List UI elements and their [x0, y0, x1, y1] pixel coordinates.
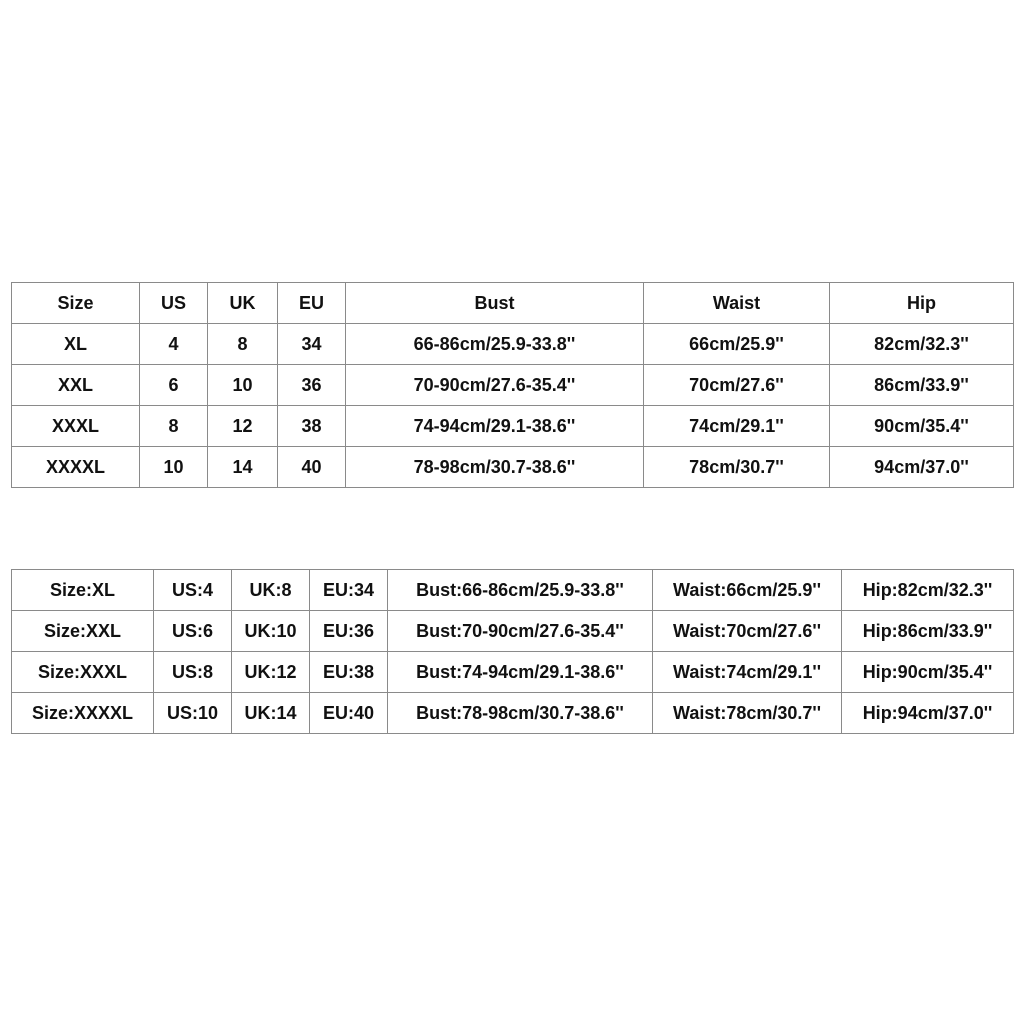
cell-uk: UK:14: [232, 693, 310, 734]
cell-waist: 66cm/25.9'': [644, 324, 830, 365]
cell-eu: 36: [278, 365, 346, 406]
cell-us: 10: [140, 447, 208, 488]
cell-hip: Hip:90cm/35.4'': [842, 652, 1014, 693]
cell-bust: Bust:70-90cm/27.6-35.4'': [388, 611, 653, 652]
cell-uk: UK:10: [232, 611, 310, 652]
cell-waist: 70cm/27.6'': [644, 365, 830, 406]
header-waist: Waist: [644, 283, 830, 324]
cell-uk: 14: [208, 447, 278, 488]
cell-waist: Waist:74cm/29.1'': [653, 652, 842, 693]
cell-us: US:4: [154, 570, 232, 611]
cell-uk: 8: [208, 324, 278, 365]
cell-waist: 78cm/30.7'': [644, 447, 830, 488]
cell-size: XXL: [12, 365, 140, 406]
cell-uk: 10: [208, 365, 278, 406]
table-row: [12, 570, 1014, 611]
table-row: [12, 447, 1014, 488]
cell-us: 6: [140, 365, 208, 406]
table-row: [12, 652, 1014, 693]
cell-hip: 82cm/32.3'': [830, 324, 1014, 365]
header-size: Size: [12, 283, 140, 324]
cell-us: US:10: [154, 693, 232, 734]
cell-uk: 12: [208, 406, 278, 447]
table-header-row: [12, 283, 1014, 324]
cell-us: 8: [140, 406, 208, 447]
header-bust: Bust: [346, 283, 644, 324]
cell-us: US:6: [154, 611, 232, 652]
cell-bust: 66-86cm/25.9-33.8'': [346, 324, 644, 365]
cell-hip: Hip:94cm/37.0'': [842, 693, 1014, 734]
cell-size: Size:XXXL: [12, 652, 154, 693]
table-row: [12, 693, 1014, 734]
cell-eu: EU:38: [310, 652, 388, 693]
cell-bust: Bust:66-86cm/25.9-33.8'': [388, 570, 653, 611]
header-eu: EU: [278, 283, 346, 324]
size-chart-table: [11, 282, 1014, 488]
cell-size: XXXL: [12, 406, 140, 447]
cell-eu: EU:40: [310, 693, 388, 734]
cell-size: XL: [12, 324, 140, 365]
cell-us: US:8: [154, 652, 232, 693]
header-us: US: [140, 283, 208, 324]
cell-hip: 94cm/37.0'': [830, 447, 1014, 488]
cell-hip: 86cm/33.9'': [830, 365, 1014, 406]
cell-eu: 34: [278, 324, 346, 365]
cell-hip: Hip:86cm/33.9'': [842, 611, 1014, 652]
cell-bust: 78-98cm/30.7-38.6'': [346, 447, 644, 488]
table-row: [12, 406, 1014, 447]
cell-bust: Bust:74-94cm/29.1-38.6'': [388, 652, 653, 693]
cell-waist: Waist:78cm/30.7'': [653, 693, 842, 734]
cell-waist: Waist:66cm/25.9'': [653, 570, 842, 611]
table-row: [12, 365, 1014, 406]
cell-us: 4: [140, 324, 208, 365]
cell-uk: UK:12: [232, 652, 310, 693]
table-row: [12, 611, 1014, 652]
cell-uk: UK:8: [232, 570, 310, 611]
cell-eu: 38: [278, 406, 346, 447]
cell-bust: Bust:78-98cm/30.7-38.6'': [388, 693, 653, 734]
cell-size: Size:XXL: [12, 611, 154, 652]
cell-bust: 74-94cm/29.1-38.6'': [346, 406, 644, 447]
cell-eu: EU:34: [310, 570, 388, 611]
cell-size: Size:XL: [12, 570, 154, 611]
cell-eu: EU:36: [310, 611, 388, 652]
cell-hip: 90cm/35.4'': [830, 406, 1014, 447]
cell-hip: Hip:82cm/32.3'': [842, 570, 1014, 611]
header-uk: UK: [208, 283, 278, 324]
cell-waist: 74cm/29.1'': [644, 406, 830, 447]
cell-size: Size:XXXXL: [12, 693, 154, 734]
table-row: [12, 324, 1014, 365]
header-hip: Hip: [830, 283, 1014, 324]
cell-waist: Waist:70cm/27.6'': [653, 611, 842, 652]
cell-bust: 70-90cm/27.6-35.4'': [346, 365, 644, 406]
cell-eu: 40: [278, 447, 346, 488]
cell-size: XXXXL: [12, 447, 140, 488]
size-chart-labeled-table: [11, 569, 1014, 734]
